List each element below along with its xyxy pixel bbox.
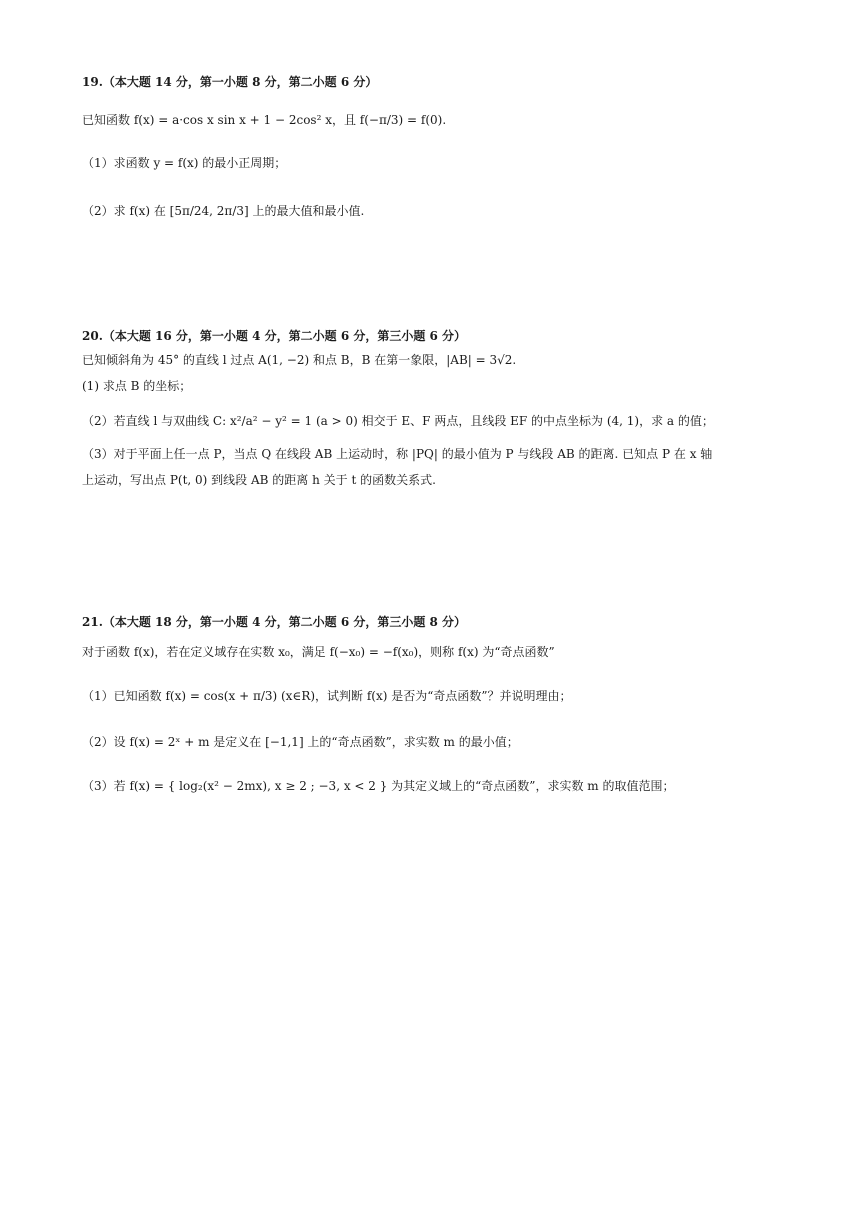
question-19-part-1: （1）求函数 y = f(x) 的最小正周期； bbox=[82, 156, 287, 170]
question-20-part-2: （2）若直线 l 与双曲线 C: x²/a² − y² = 1 (a > 0) 相交于 E、F 两点，且线段 EF 的中点坐标为 (4, 1)，求 a 的值； bbox=[82, 414, 714, 428]
question-21-stem: 对于函数 f(x)，若在定义域存在实数 x₀，满足 f(−x₀) = −f(x₀)，则称 f(x) 为“奇点函数” bbox=[82, 645, 555, 659]
question-20-part-3-continued: 上运动，写出点 P(t, 0) 到线段 AB 的距离 h 关于 t 的函数关系式. bbox=[82, 473, 436, 487]
question-21-part-3: （3）若 f(x) = { log₂(x² − 2mx), x ≥ 2 ; −3, x < 2 } 为其定义域上的“奇点函数”，求实数 m 的取值范围； bbox=[82, 779, 675, 793]
question-20-stem: 已知倾斜角为 45° 的直线 l 过点 A(1, −2) 和点 B，B 在第一象限，|AB| = 3√2. bbox=[82, 353, 517, 367]
question-20-part-1: (1) 求点 B 的坐标； bbox=[82, 379, 192, 393]
question-19-stem: 已知函数 f(x) = a·cos x sin x + 1 − 2cos² x，且 f(−π/3) = f(0). bbox=[82, 113, 447, 127]
question-21-heading: 21.（本大题 18 分，第一小题 4 分，第二小题 6 分，第三小题 8 分） bbox=[82, 615, 467, 629]
question-20-part-3: （3）对于平面上任一点 P，当点 Q 在线段 AB 上运动时，称 |PQ| 的最小值为 P 与线段 AB 的距离. 已知点 P 在 x 轴 bbox=[82, 447, 713, 461]
question-21-part-2: （2）设 f(x) = 2ˣ + m 是定义在 [−1,1] 上的“奇点函数”，求实数 m 的最小值； bbox=[82, 735, 519, 749]
question-21-part-1: （1）已知函数 f(x) = cos(x + π/3) (x∈R)，试判断 f(x) 是否为“奇点函数”？并说明理由； bbox=[82, 689, 572, 703]
question-19-heading: 19.（本大题 14 分，第一小题 8 分，第二小题 6 分） bbox=[82, 75, 378, 89]
question-20-heading: 20.（本大题 16 分，第一小题 4 分，第二小题 6 分，第三小题 6 分） bbox=[82, 329, 467, 343]
question-19-part-2: （2）求 f(x) 在 [5π/24, 2π/3] 上的最大值和最小值. bbox=[82, 204, 365, 218]
